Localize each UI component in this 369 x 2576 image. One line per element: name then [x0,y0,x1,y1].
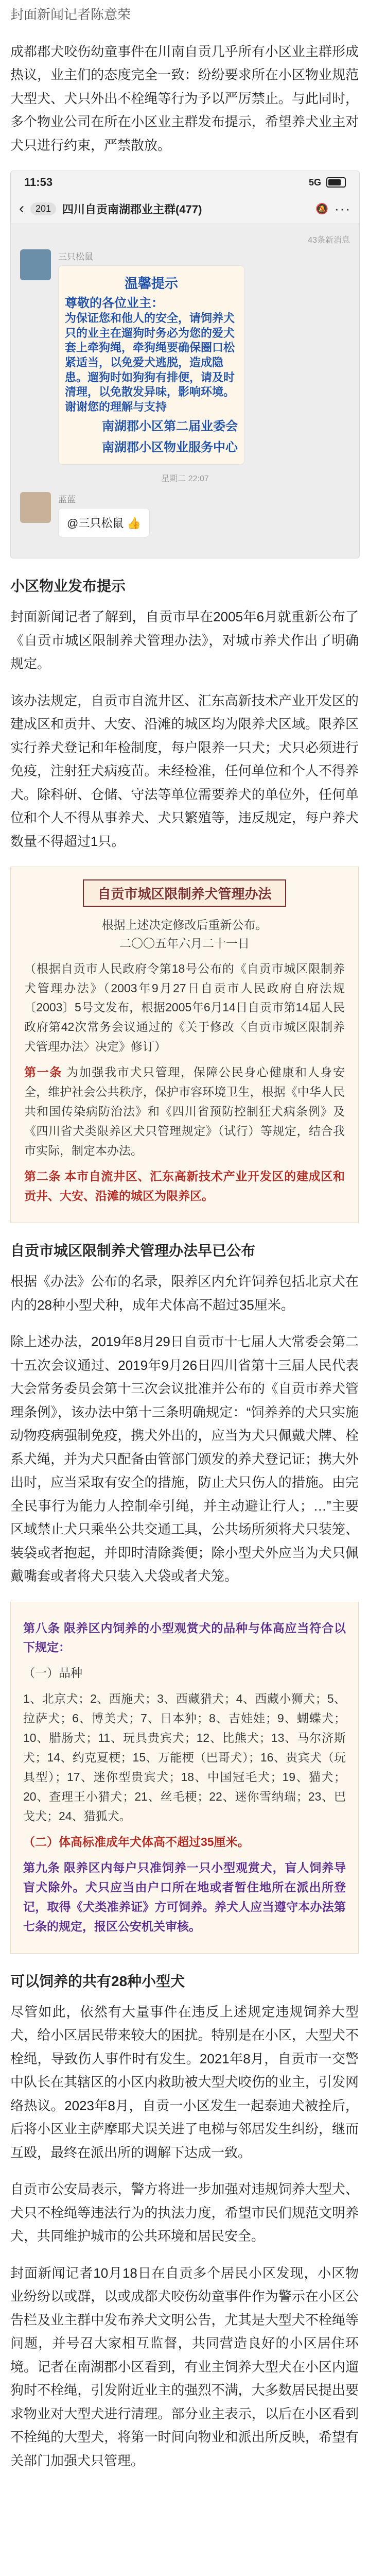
sender-name: 三只松鼠 [58,252,93,262]
article-number: 第九条 [23,1860,60,1874]
paragraph: 根据《办法》公布的名录，限养区内允许饲养包括北京犬在内的28种小型犬种，成年犬体高不超过35厘米。 [10,1274,359,1313]
regulation-image [10,867,359,1223]
network-label: 5G [308,177,321,188]
chat-body [11,224,359,558]
breed-list: 1、北京犬；2、西施犬；3、西藏猎犬；4、西藏小狮犬；5、拉萨犬；6、博美犬；7、日本狆；8、吉娃娃；9、蝴蝶犬；10、腊肠犬；11、玩具贵宾犬；12、比熊犬；13、马尔济斯犬；14、约克夏梗；15、万能梗（巴哥犬）；16、贵宾犬（玩具型）；17、迷你型贵宾犬；18、中国冠毛犬；19、猫犬；20、查理王小猎犬；21、丝毛梗；22、迷你雪纳瑞；23、巴戈犬；24、猎狐犬。 [23,1692,346,1823]
avatar[interactable] [20,249,51,280]
chat-message [20,492,350,537]
sender-name: 蓝蓝 [58,495,76,505]
article [0,3,369,2506]
battery-icon [326,177,346,188]
new-messages-notice[interactable]: 43条新消息 [308,236,350,245]
breed-list-heading: （一）品种 [23,1666,82,1680]
chat-timestamp: 星期二 22:07 [161,474,209,484]
unread-count: 201 [30,202,56,215]
chat-screenshot [10,171,360,558]
paragraph: 自贡市公安局表示，警方将进一步加强对违规饲养大型犬、犬只不栓绳等违法行为的执法力度，希望市民们规范文明养犬，共同维护城市的公共环境和居民安全。 [10,2181,359,2244]
section-heading: 小区物业发布提示 [10,578,126,595]
avatar[interactable] [20,492,51,523]
regulation-preamble: （根据自贡市人民政府令第18号公布的《自贡市城区限制养犬管理办法》（2003年9月27日自贡市人民政府自府法规〔2003〕5号文发布，根据2005年6月14日自贡市第14届人民政府第42次常务会议通过的《关于修改〈自贡市城区限制养犬管理办法〉决定》修订） [24,961,345,1054]
chat-title: 四川自贡南湖郡业主群(477) [62,202,202,216]
notice-sign-committee: 南湖郡小区第二届业委会 [102,419,238,434]
back-icon[interactable]: ‹ [19,200,24,217]
paragraph: 封面新闻记者了解到，自贡市早在2005年6月就重新公布了《自贡市城区限制养犬管理办法》，对城市养犬作出了明确规定。 [10,609,359,672]
article-number: 第八条 [23,1621,60,1635]
article-number: 第一条 [24,1065,62,1079]
article-text: 本市自流井区、汇东高新技术产业开发区的建成区和贡井、大安、沿滩的城区为限养区。 [24,1169,345,1202]
article-number: 第二条 [24,1169,61,1183]
section-heading: 自贡市城区限制养犬管理办法早已公布 [10,1242,256,1259]
intro-paragraph: 成都郡犬咬伤幼童事件在川南自贡几乎所有小区业主群形成热议，业主们的态度完全一致：纷纷要求所在小区物业规范大型犬、犬只外出不栓绳等行为予以严厉禁止。与此同时，多个物业公司在所在小区业主群发布提示，希望养犬业主对犬只进行约束，严禁散放。 [10,43,359,153]
paragraph: 该办法规定，自贡市自流井区、汇东高新技术产业开发区的建成区和贡井、大安、沿滩的城区均为限养犬区域。限养区实行养犬登记和年检制度，每户限养一只犬；犬只必须进行免疫，注射狂犬病疫苗。未经检准，任何单位和个人不得养犬。除科研、仓储、守法等单位需要养犬的单位外，任何单位和个人不得从事养犬、犬只繁殖等，违反规定，每户养犬数量不得超过1只。 [10,692,359,849]
paragraph: 封面新闻记者10月18日在自贡多个居民小区发现，小区物业纷纷以或群，以或成都犬咬伤幼童事件作为警示在小区公告栏及业主群中发布养犬文明公告，尤其是大型犬不栓绳等问题，并号召大家相互监督，共同营造良好的小区居住环境。记者在南湖郡小区看到，有业主饲养大型犬在小区内遛狗时不栓绳，引发附近业主的强烈不满，大多数居民提出要求物业对大型犬进行清理。部分业主表示，以后在小区看到不栓绳的大型犬，将第一时间向物业和派出所反映，希望有关部门加强犬只管理。 [10,2265,359,2468]
breed-list-image [10,1602,359,1954]
chat-bubble[interactable]: @三只松鼠 👍 [58,508,150,537]
notice-sign-property: 南湖郡小区物业服务中心 [102,440,238,454]
article-text: 限养区内每户只准饲养一只小型观赏犬，盲人饲养导盲犬除外。犬只应当由户口所在地或者暂住地所在派出所登记，取得《犬类准养证》方可饲养。养犬人应当遵守本办法第七条的规定，报区公安机关审核。 [23,1860,346,1933]
regulation-note: 根据上述决定修改后重新公布。 [101,918,268,932]
section-heading: 可以饲养的共有28种小型犬 [10,1973,185,1989]
notice-image[interactable] [58,265,244,465]
top-cut-line: 封面新闻记者陈意荣 [10,7,131,22]
article-text: 限养区内饲养的小型观赏犬的品种与体高应当符合以下规定： [23,1621,346,1654]
article-text: 为加强我市犬只管理，保障公民身心健康和人身安全，维护社会公共秩序，保护市容环境卫生，根据《中华人民共和国传染病防治法》和《四川省预防控制狂犬病条例》及《四川省犬类限养区犬只管理规定》（试行）等规定，结合我市实际，制定本办法。 [24,1065,345,1158]
notice-title: 温馨提示 [124,276,178,291]
regulation-title-badge: 自贡市城区限制养犬管理办法 [83,879,286,907]
status-time: 11:53 [24,176,53,189]
paragraph: 除上述办法，2019年8月29日自贡市十七届人大常委会第二十五次会议通过、2019年9月26日四川省第十三届人民代表大会常务委员会第十三次会议批准并公布的《自贡市养犬管理条例》，该办法中第十三条明确规定：“饲养养的犬只实施动物疫病强制免疫，携犬外出的，应当为犬只佩戴犬牌、栓系犬绳，并为犬只配备由管部门颁发的养犬登记证；携大外出时，应当采取有安全的措施，防止犬只伤人的措施。由完全民事行为能力人控制牵引绳，并主动避让行人；…”主要区域禁止犬只乘坐公共交通工具，公共场所须将犬只装笼、装袋或者抱起，并即时清除粪便；除小型犬外应当为犬只佩戴嘴套或者将犬只装入犬袋或者犬笼。 [10,1334,359,1584]
more-icon[interactable]: ··· [335,200,351,216]
notice-body: 为保证您和他人的安全，请饲养犬只的业主在遛狗时务必为您的爱犬套上牵狗绳，牵狗绳要确保圈口松紧适当，以免爱犬逃脱，造成隐患。遛狗时如狗狗有排便，请及时清理，以免散发异味，影响环境。谢谢您的理解与支持 [65,312,235,413]
regulation-date: 二〇〇五年六月二十一日 [119,936,250,950]
height-standard: （二）体高标准成年犬体高不超过35厘米。 [23,1835,250,1849]
paragraph: 尽管如此，依然有大量事件在违反上述规定违规饲养大型犬，给小区居民带来较大的困扰。特别是在小区，大型犬不栓绳，导致伤人事件时有发生。2021年8月，自贡市一交警中队长在其辖区的小区内救助被大型犬咬伤的业主，引发网络热议。2023年8月，自贡一小区发生一起泰迪犬被拴后，后将小区业主萨摩耶犬误关进了电梯与邻居发生纠纷，继而互殴，最终在派出所的调解下达成一致。 [10,2004,359,2160]
status-bar [11,171,359,194]
mute-icon: 🔕 [315,203,329,215]
chat-header [11,194,359,224]
chat-message [20,249,350,465]
notice-greeting: 尊敬的各位业主： [65,296,164,310]
